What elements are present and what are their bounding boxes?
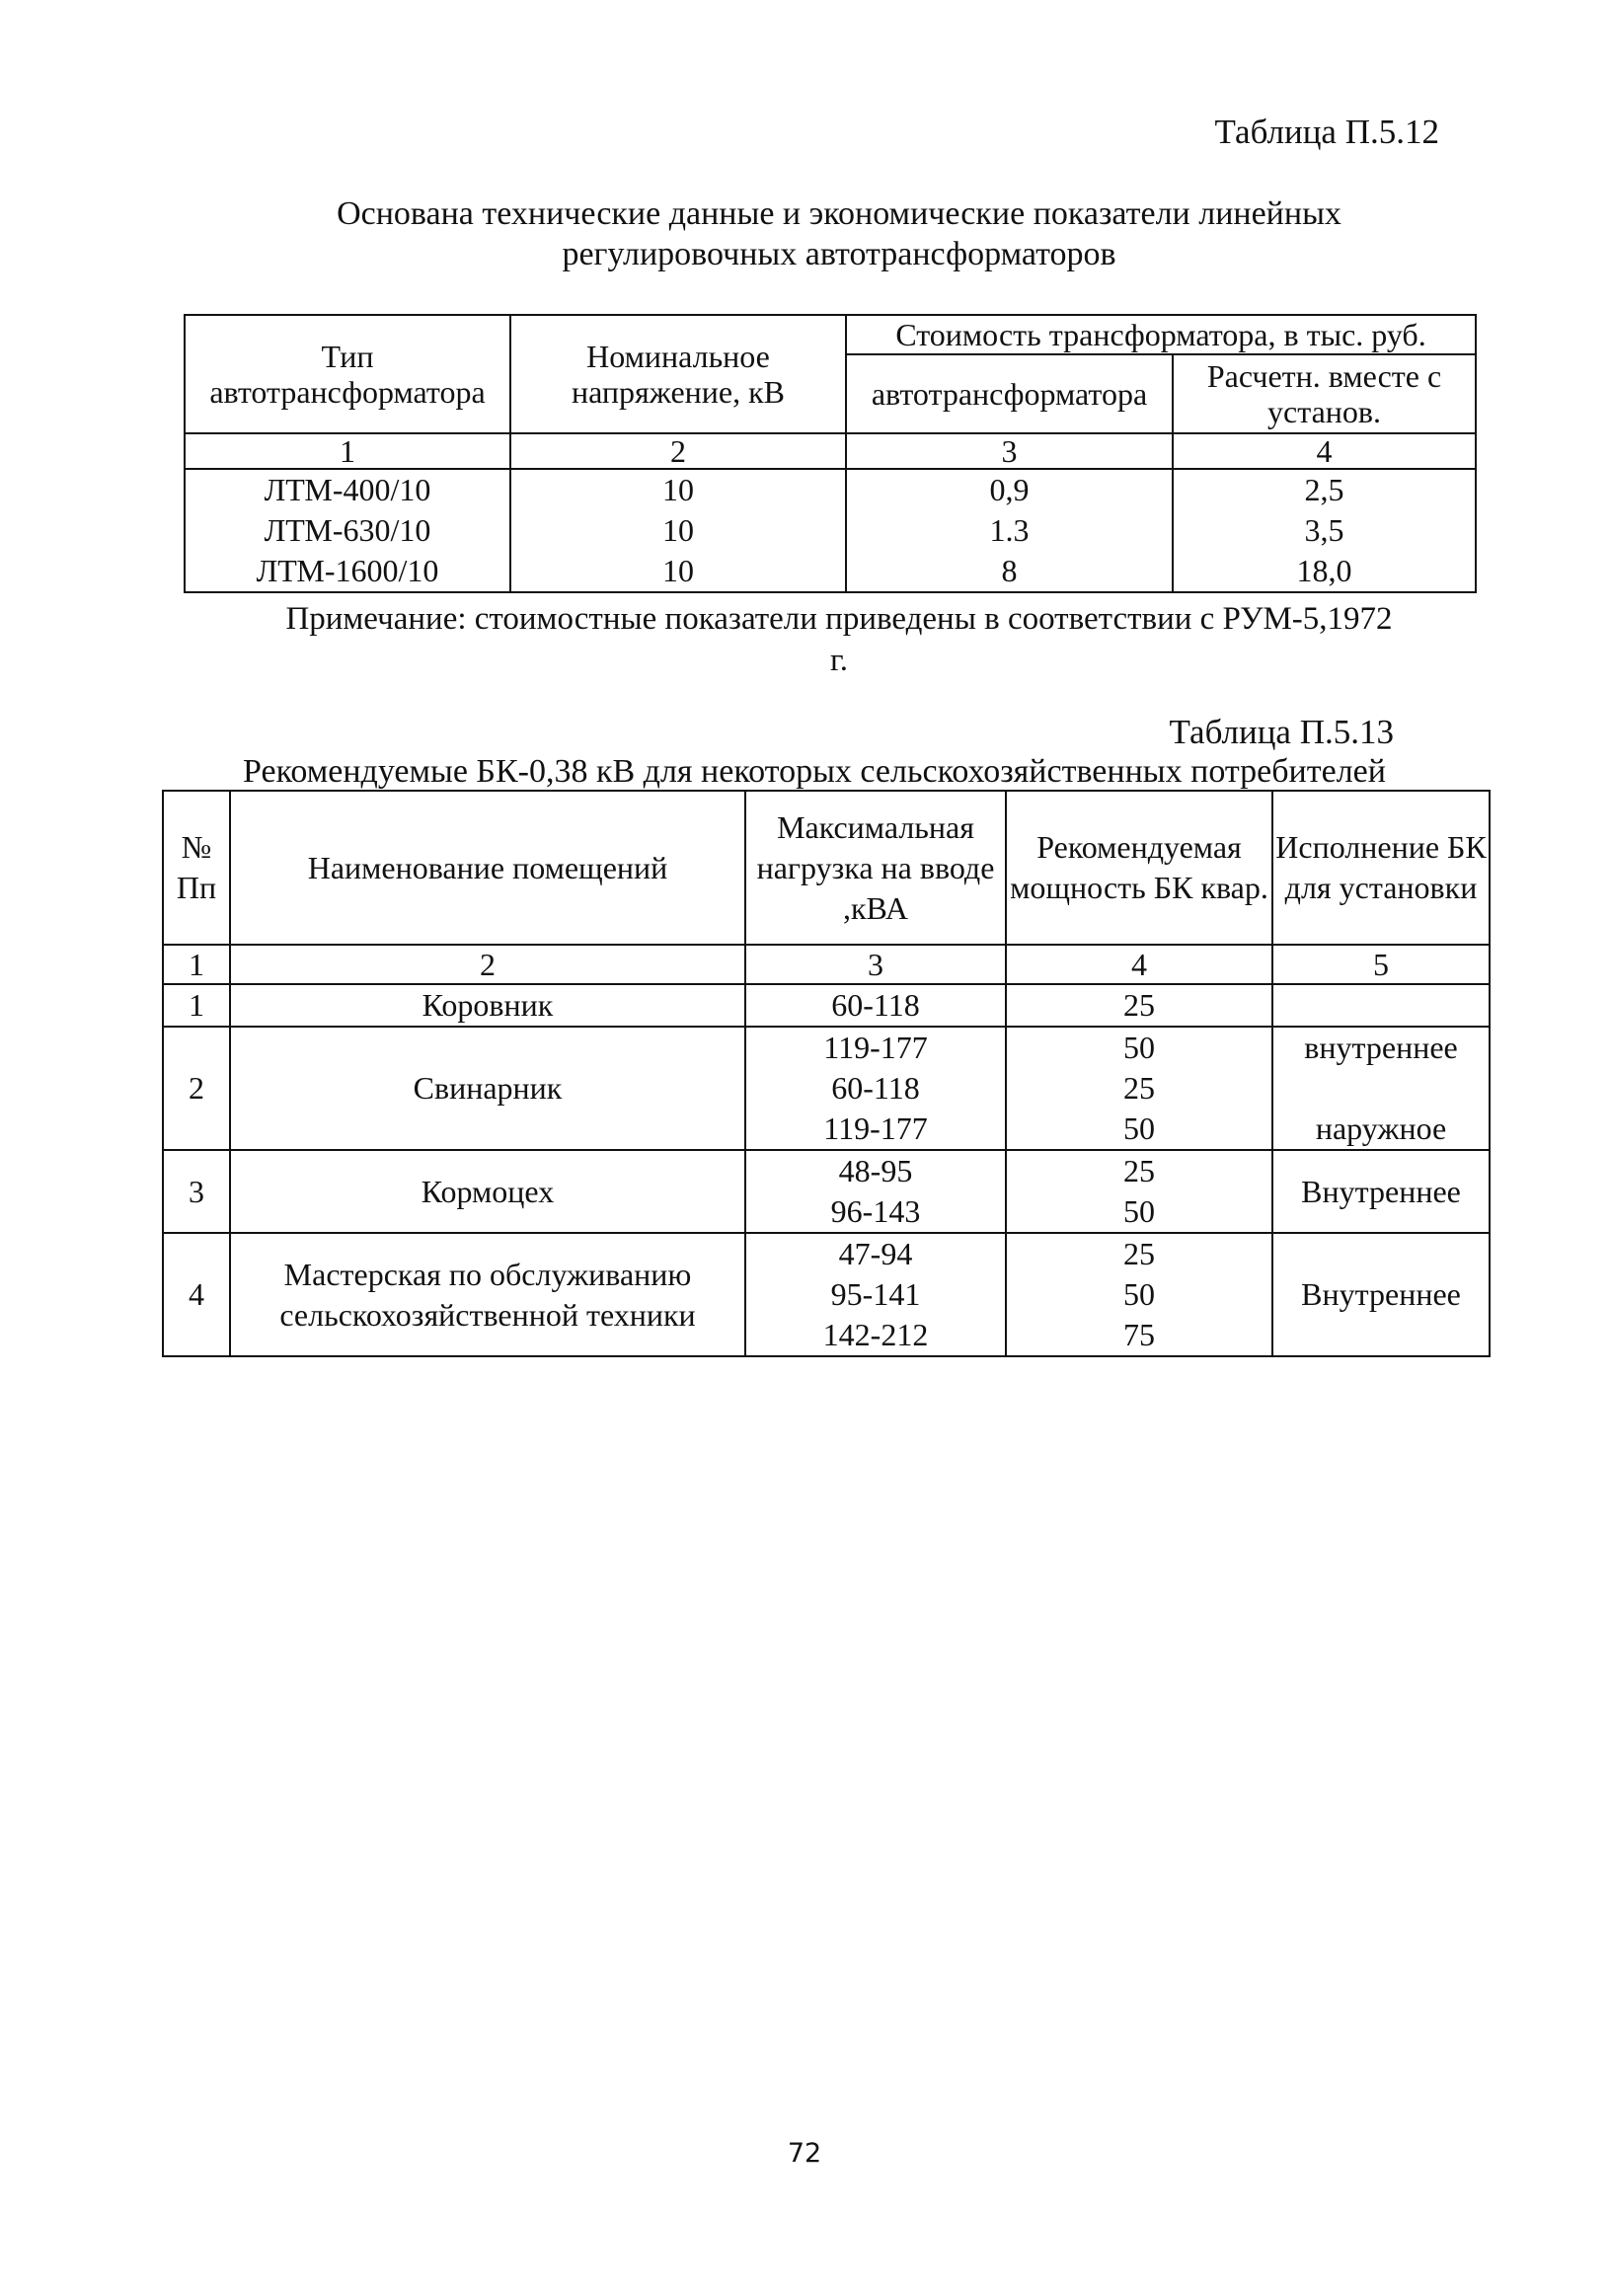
col-number: 3 xyxy=(846,433,1173,469)
power-value: 50 xyxy=(1123,1193,1155,1229)
power-value: 50 xyxy=(1123,1030,1155,1065)
capacitor-table xyxy=(162,790,1491,1357)
cell-power xyxy=(1006,1027,1272,1150)
cell-cost-auto: 0,9 xyxy=(846,469,1173,510)
cell-cost-calc: 2,5 xyxy=(1173,469,1476,510)
table1-note-line1: Примечание: стоимостные показатели приведены в соответствии с РУМ-5,1972 xyxy=(285,601,1393,637)
table2-number-row xyxy=(163,945,1490,984)
cell-cost-auto: 1.3 xyxy=(846,510,1173,551)
table-row xyxy=(185,551,1476,592)
table-row xyxy=(163,1233,1490,1356)
power-value: 75 xyxy=(1123,1317,1155,1352)
header-power: Рекомендуемая мощность БК квар. xyxy=(1006,791,1272,945)
load-value: 119-177 xyxy=(823,1110,928,1146)
col-number: 4 xyxy=(1006,945,1272,984)
table1-label: Таблица П.5.12 xyxy=(1214,113,1439,151)
power-value: 25 xyxy=(1123,1153,1155,1188)
col-number: 3 xyxy=(745,945,1006,984)
cell-cost-calc: 18,0 xyxy=(1173,551,1476,592)
cell-name: Коровник xyxy=(230,984,745,1027)
cell-power: 25 xyxy=(1006,984,1272,1027)
load-value: 47-94 xyxy=(838,1236,913,1271)
col-number: 5 xyxy=(1272,945,1490,984)
table-row xyxy=(185,469,1476,510)
header-type: Тип автотрансформатора xyxy=(185,315,510,433)
cell-load xyxy=(745,1027,1006,1150)
name-line: Мастерская по обслуживанию xyxy=(283,1256,692,1292)
cell-voltage: 10 xyxy=(510,510,846,551)
header-cost-auto: автотрансформатора xyxy=(846,354,1173,433)
header-cost-group: Стоимость трансформатора, в тыс. руб. xyxy=(846,315,1476,354)
header-num: № Пп xyxy=(163,791,230,945)
exec-spacer xyxy=(1273,1068,1489,1109)
header-cost-calc: Расчетн. вместе с установ. xyxy=(1173,354,1476,433)
transformer-table xyxy=(184,314,1477,593)
header-max-load: Максимальная нагрузка на вводе ,кВА xyxy=(745,791,1006,945)
cell-type: ЛТМ-400/10 xyxy=(185,469,510,510)
cell-load xyxy=(745,1233,1006,1356)
power-value: 50 xyxy=(1123,1110,1155,1146)
cell-cost-auto: 8 xyxy=(846,551,1173,592)
load-value: 96-143 xyxy=(830,1193,921,1229)
table2-header-row xyxy=(163,791,1490,945)
table1-note xyxy=(197,598,1481,681)
cell-voltage: 10 xyxy=(510,469,846,510)
table1-note-line2: г. xyxy=(829,643,849,678)
table-row xyxy=(163,1027,1490,1150)
header-exec: Исполнение БК для установки xyxy=(1272,791,1490,945)
cell-num: 1 xyxy=(163,984,230,1027)
table1-header-row xyxy=(185,315,1476,354)
load-value: 142-212 xyxy=(822,1317,929,1352)
cell-name xyxy=(230,1233,745,1356)
load-value: 95-141 xyxy=(830,1276,921,1312)
header-voltage: Номинальное напряжение, кВ xyxy=(510,315,846,433)
table1-title xyxy=(197,193,1481,274)
cell-exec: Внутреннее xyxy=(1272,1150,1490,1233)
load-value: 48-95 xyxy=(838,1153,913,1188)
table2-title: Рекомендуемые БК-0,38 кВ для некоторых сельскохозяйственных потребителей xyxy=(243,753,1386,790)
cell-num: 3 xyxy=(163,1150,230,1233)
cell-load: 60-118 xyxy=(745,984,1006,1027)
exec-value: наружное xyxy=(1315,1110,1447,1146)
cell-type: ЛТМ-1600/10 xyxy=(185,551,510,592)
cell-name: Кормоцех xyxy=(230,1150,745,1233)
exec-value: внутреннее xyxy=(1304,1030,1458,1065)
col-number: 2 xyxy=(510,433,846,469)
col-number: 1 xyxy=(163,945,230,984)
col-number: 1 xyxy=(185,433,510,469)
load-value: 119-177 xyxy=(823,1030,928,1065)
cell-cost-calc: 3,5 xyxy=(1173,510,1476,551)
cell-power xyxy=(1006,1150,1272,1233)
power-value: 25 xyxy=(1123,1236,1155,1271)
table1-title-line2: регулировочных автотрансформаторов xyxy=(562,236,1116,272)
cell-type: ЛТМ-630/10 xyxy=(185,510,510,551)
page-number: 72 xyxy=(787,2138,822,2169)
load-value: 60-118 xyxy=(831,1070,920,1106)
cell-name: Свинарник xyxy=(230,1027,745,1150)
cell-exec xyxy=(1272,1027,1490,1150)
col-number: 4 xyxy=(1173,433,1476,469)
cell-exec xyxy=(1272,984,1490,1027)
cell-exec: Внутреннее xyxy=(1272,1233,1490,1356)
table2-label: Таблица П.5.13 xyxy=(1169,713,1394,751)
name-line: сельскохозяйственной техники xyxy=(279,1296,696,1333)
col-number: 2 xyxy=(230,945,745,984)
table1-number-row xyxy=(185,433,1476,469)
table1-title-line1: Основана технические данные и экономические показатели линейных xyxy=(337,195,1341,232)
table-row xyxy=(163,984,1490,1027)
cell-num: 2 xyxy=(163,1027,230,1150)
cell-load xyxy=(745,1150,1006,1233)
power-value: 25 xyxy=(1123,1070,1155,1106)
table-row xyxy=(163,1150,1490,1233)
power-value: 50 xyxy=(1123,1276,1155,1312)
cell-voltage: 10 xyxy=(510,551,846,592)
table-row xyxy=(185,510,1476,551)
cell-num: 4 xyxy=(163,1233,230,1356)
cell-power xyxy=(1006,1233,1272,1356)
header-name: Наименование помещений xyxy=(230,791,745,945)
